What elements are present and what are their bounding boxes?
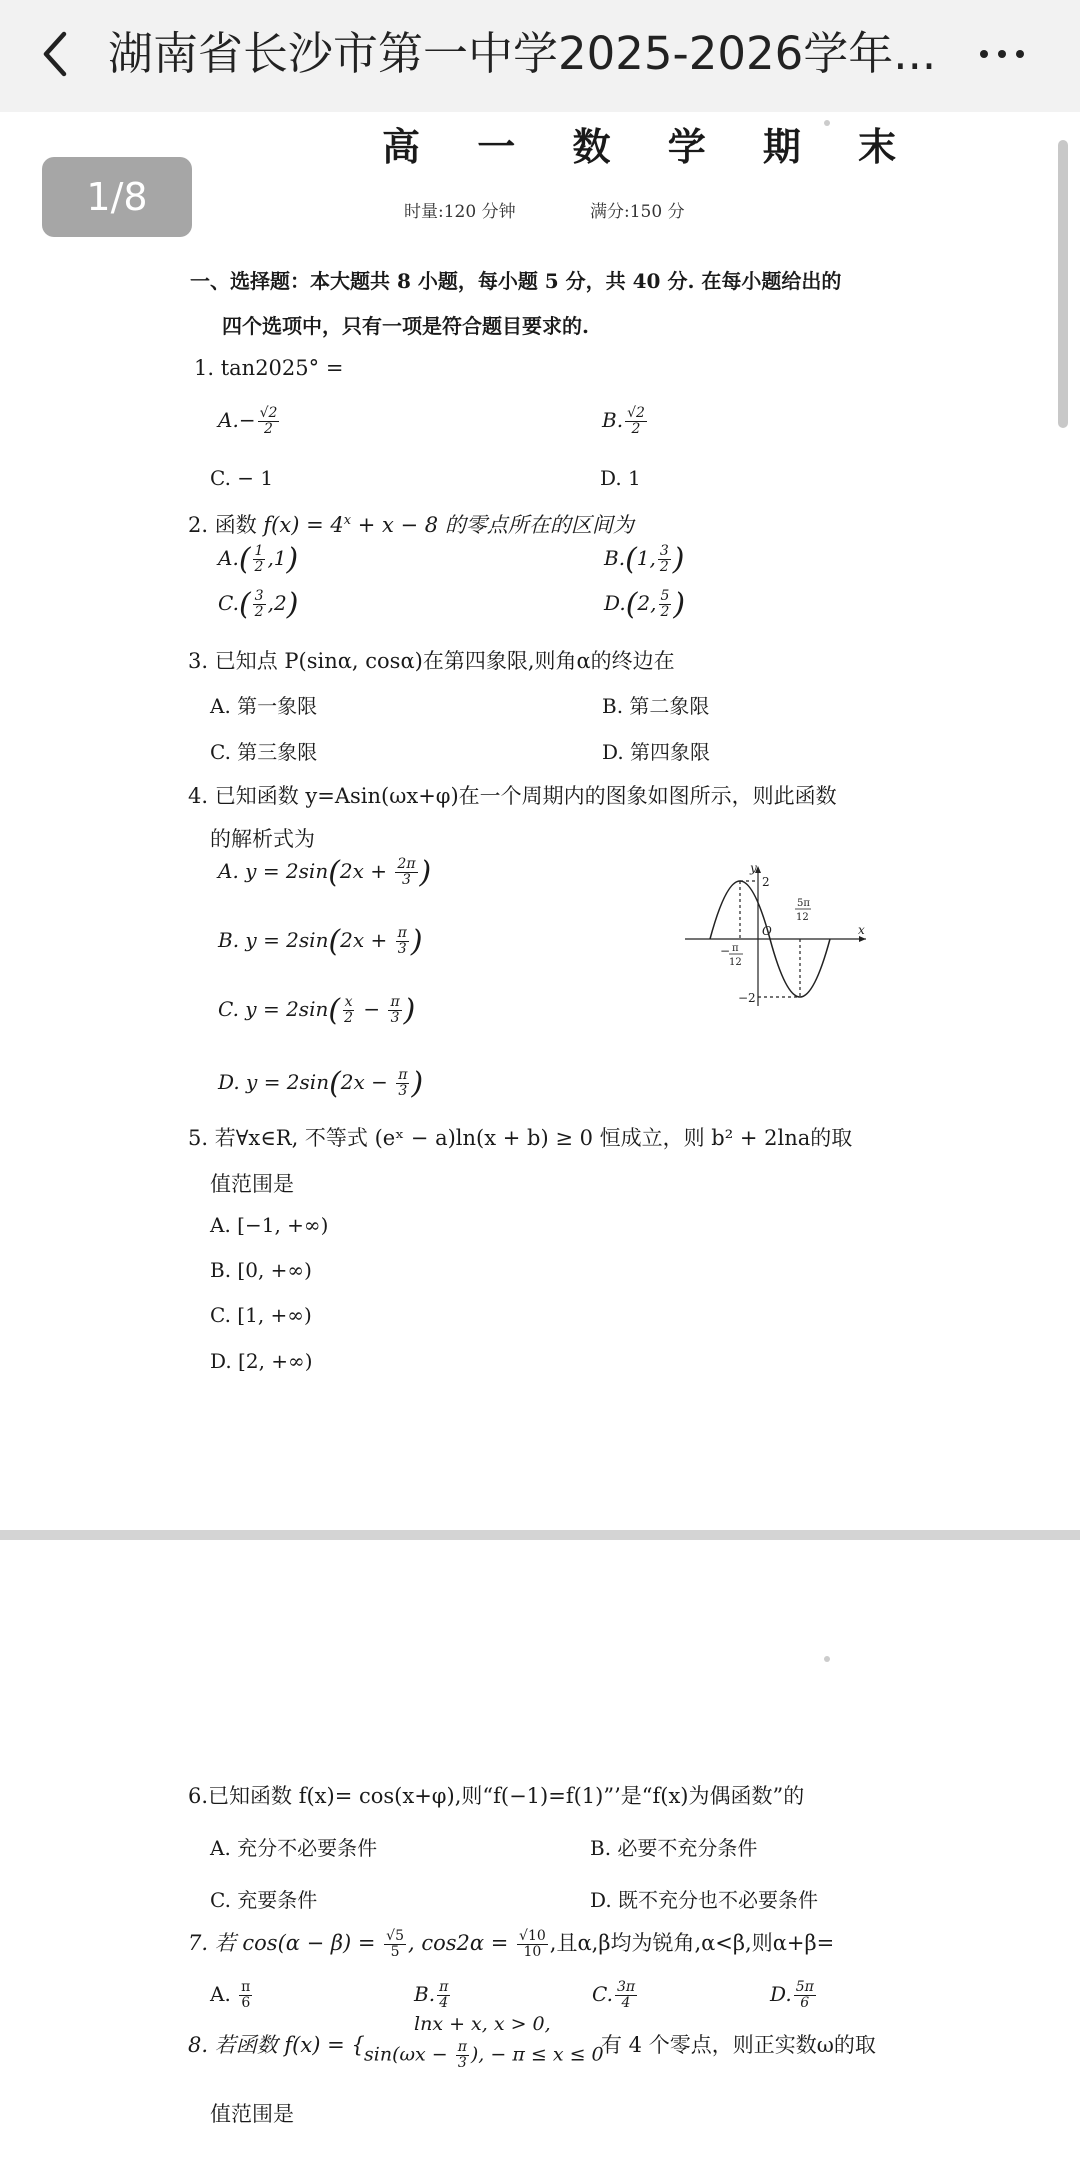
q1-option-a: A.− $\frac{√2}{2}$ — [218, 405, 278, 437]
q2-option-a: A.( $\frac{1}{2}$ ,1) — [218, 542, 299, 577]
q2-option-c: C.( $\frac{3}{2}$ ,2) — [218, 587, 299, 622]
q1-stem: 1. tan2025° = — [194, 356, 344, 380]
q1-option-b: B. $\frac{√2}{2}$ — [602, 405, 645, 437]
top-app-bar — [0, 0, 1080, 113]
graph-x-label: x — [858, 923, 865, 937]
q6-option-c: C. 充要条件 — [210, 1888, 318, 1912]
q4-sine-graph — [680, 862, 870, 1010]
back-button[interactable] — [30, 22, 80, 86]
q8-case1: lnx + x, x > 0, — [414, 2013, 551, 2035]
graph-ymax-label: 2 — [762, 875, 770, 889]
q3-option-b: B. 第二象限 — [602, 694, 710, 718]
q3-option-c: C. 第三象限 — [210, 740, 318, 764]
scrollbar[interactable] — [1058, 140, 1068, 428]
exam-title: 高 一 数 学 期 末 — [382, 124, 919, 169]
graph-xleft-sign: − — [720, 944, 731, 958]
q4-option-d: D. y = 2sin(2x − $\frac{\pi}{3}$ ) — [218, 1066, 424, 1101]
q3-option-a: A. 第一象限 — [210, 694, 318, 718]
document-title: 湖南省长沙市第一中学2025-2026学年... — [108, 27, 937, 80]
q6-option-d: D. 既不充分也不必要条件 — [590, 1888, 819, 1912]
q8-stem-post: 有 4 个零点，则正实数ω的取 — [601, 2033, 876, 2057]
q5-stem-line1: 5. 若∀x∈R, 不等式 (eˣ − a)ln(x + b) ≥ 0 恒成立，则 b² + 2lna的取 — [188, 1126, 853, 1150]
q4-option-a: A. y = 2sin(2x + $\frac{2\pi}{3}$ ) — [218, 855, 432, 890]
q5-option-a: A. [−1, +∞) — [210, 1213, 329, 1237]
q7-stem: 7. 若 cos(α − β) = $\frac{√5}{5}$ , cos2α = $\frac{√10}{10}$ ,且α,β均为锐角,α<β,则α+β= — [188, 1928, 835, 1960]
page-divider — [0, 1530, 1080, 1540]
q5-option-b: B. [0, +∞) — [210, 1258, 312, 1282]
q8-stem-line2: 值范围是 — [210, 2102, 294, 2126]
q2-option-b: B.(1, $\frac{3}{2}$ ) — [604, 542, 685, 577]
graph-ymin-label: −2 — [738, 991, 756, 1005]
q7-option-a: A. $\frac{\pi}{6}$ — [210, 1979, 251, 2011]
q6-option-a: A. 充分不必要条件 — [210, 1836, 378, 1860]
graph-origin-label: O — [762, 924, 772, 938]
section-heading-line1: 一、选择题：本大题共 8 小题，每小题 5 分，共 40 分. 在每小题给出的 — [190, 269, 842, 293]
section-heading-line2: 四个选项中，只有一项是符合题目要求的. — [222, 314, 589, 338]
q1-option-c: C. − 1 — [210, 466, 274, 490]
q8-stem-pre: 8. 若函数 f(x) = { — [188, 2033, 365, 2057]
graph-xleft-den: 12 — [729, 957, 742, 968]
q5-option-c: C. [1, +∞) — [210, 1303, 312, 1327]
q3-option-d: D. 第四象限 — [602, 740, 711, 764]
more-dots-icon — [980, 50, 1024, 58]
scan-speck — [824, 1656, 830, 1662]
q1-option-d: D. 1 — [600, 466, 641, 490]
q4-stem-line1: 4. 已知函数 y=Asin(ωx+φ)在一个周期内的图象如图所示，则此函数 — [188, 784, 837, 808]
q2-stem: 2. 函数 $f(x) = 4^x + x - 8$ 的零点所在的区间为 — [188, 513, 634, 537]
graph-y-label: y — [750, 862, 757, 875]
q4-option-b: B. y = 2sin(2x + $\frac{\pi}{3}$ ) — [218, 924, 423, 959]
q7-option-d: D. $\frac{5\pi}{6}$ — [770, 1979, 814, 2011]
q4-stem-line2: 的解析式为 — [210, 827, 315, 851]
page-indicator: 1/8 — [42, 157, 192, 237]
q8-case2: sin(ωx − $\frac{\pi}{3}$ ), − π ≤ x ≤ 0 — [364, 2039, 604, 2071]
exam-score: 满分:150 分 — [590, 202, 685, 222]
q3-stem: 3. 已知点 P(sinα, cosα)在第四象限,则角α的终边在 — [188, 649, 675, 673]
q7-option-c: C. $\frac{3\pi}{4}$ — [592, 1979, 636, 2011]
graph-xright-num: 5π — [797, 898, 810, 909]
q6-stem: 6.已知函数 f(x)= cos(x+φ),则“f(−1)=f(1)”’是“f(x)为偶函数”的 — [188, 1784, 805, 1808]
q7-option-b: B. $\frac{\pi}{4}$ — [414, 1979, 449, 2011]
q5-option-d: D. [2, +∞) — [210, 1349, 313, 1373]
q5-stem-line2: 值范围是 — [210, 1172, 294, 1196]
more-options-button[interactable] — [962, 30, 1042, 78]
q4-option-c: C. y = 2sin( $\frac{x}{2}$ − $\frac{\pi}{3}$ ) — [218, 993, 416, 1028]
chevron-left-icon — [40, 30, 70, 78]
graph-xright-den: 12 — [796, 912, 809, 923]
graph-xleft-num: π — [732, 943, 739, 954]
exam-time: 时量:120 分钟 — [404, 202, 516, 222]
q2-option-d: D.(2, $\frac{5}{2}$ ) — [604, 587, 686, 622]
q6-option-b: B. 必要不充分条件 — [590, 1836, 758, 1860]
